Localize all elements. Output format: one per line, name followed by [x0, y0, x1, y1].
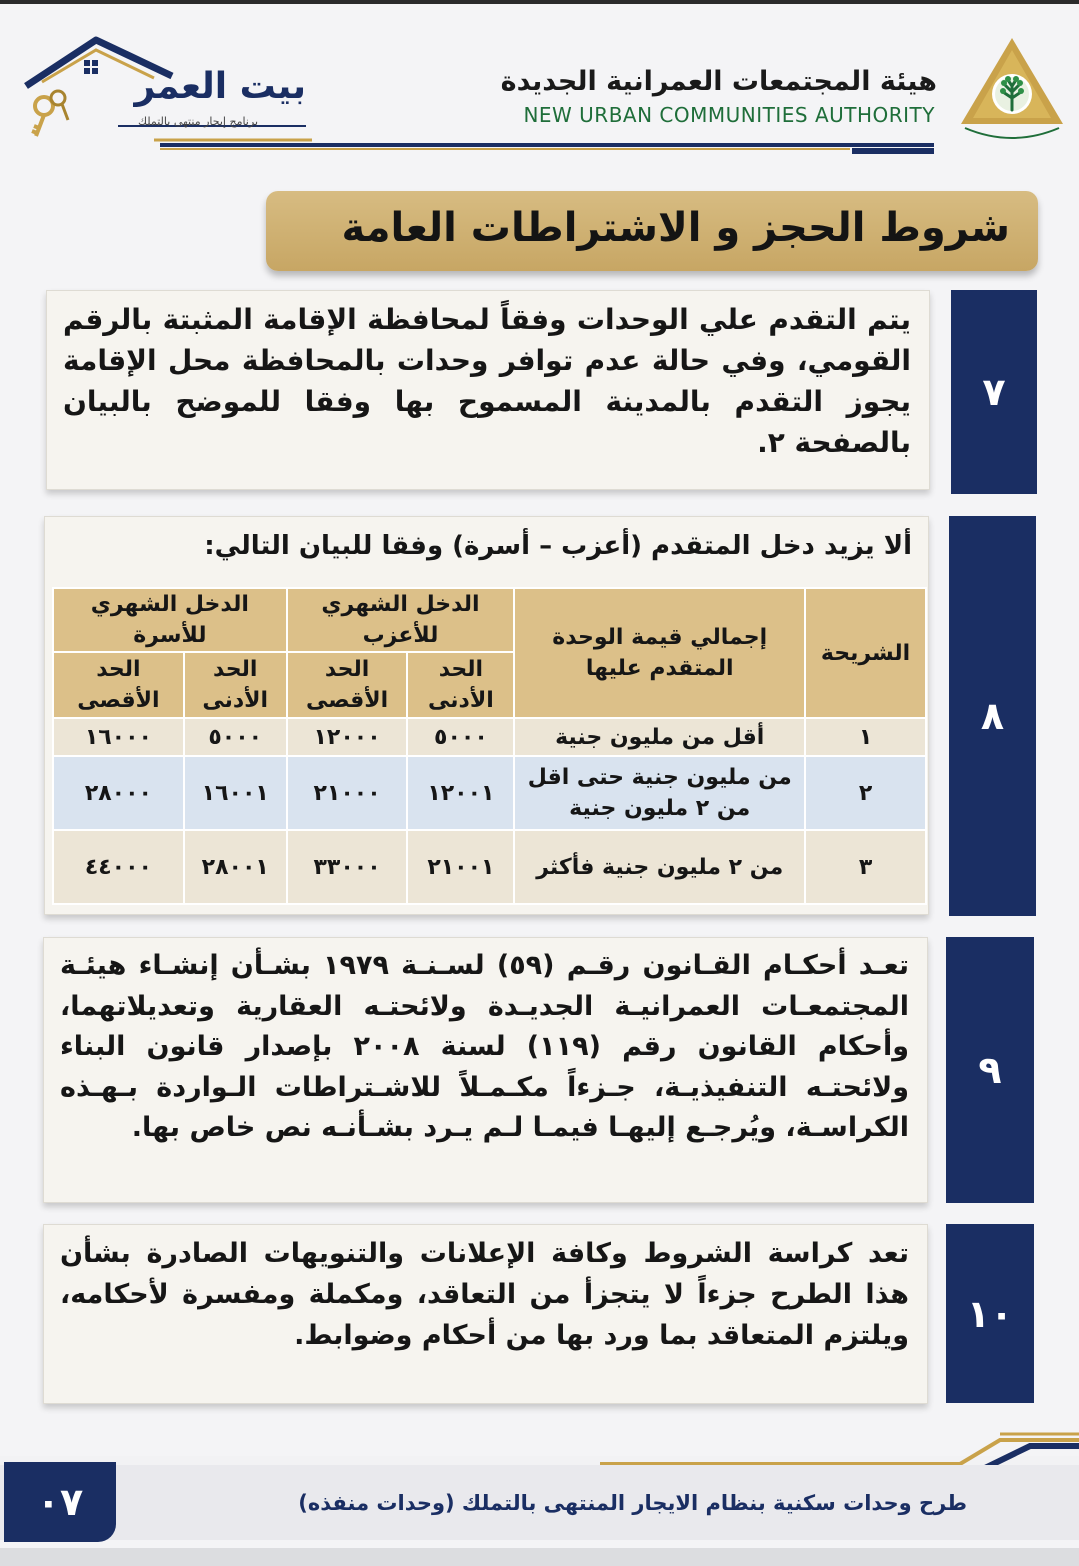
header-family-income: الدخل الشهري للأسرة: [53, 588, 287, 652]
footer-bottom-strip: [0, 1548, 1079, 1566]
footer-text: طرح وحدات سكنية بنظام الايجار المنتهى بالتملك (وحدات منفذه): [298, 1491, 967, 1515]
header-single-income: الدخل الشهري للأعزب: [287, 588, 515, 652]
section-9-card: [43, 937, 928, 1203]
single-min-cell: ٥٠٠٠: [407, 718, 514, 756]
family-min-cell: ٥٠٠٠: [184, 718, 287, 756]
family-max-cell: ١٦٠٠٠: [53, 718, 184, 756]
program-tagline: برنامج إيجار منتهى بالتملك: [137, 115, 259, 128]
nuca-logo-icon: [959, 36, 1065, 146]
family-min-cell: ١٦٠٠١: [184, 756, 287, 830]
header-single-max: الحد الأقصى: [287, 652, 408, 718]
section-10-text: تعد كراسة الشروط وكافة الإعلانات والتنويهات الصادرة بشأن هذا الطرح جزءاً لا يتجزأ من التعاقد، ومكملة ومفسرة لأحكامه، ويلتزم المتعاقد بما ورد بها من أحكام وضوابط.: [60, 1238, 909, 1351]
single-min-cell: ١٢٠٠١: [407, 756, 514, 830]
section-9-text: تعـد أحكـام القـانون رقـم (٥٩) لسـنـة ١٩٧٩ بشـأن إنشـاء هيئـة المجتمعـات العمرانيـة الجديـدة ولائحتـه العقارية وتعديلاتهما، وأحكام القانون رقم (١١٩) لسنة ٢٠٠٨ بإصدار قانون البناء ولائحتـه التنفيذيـة، جـزءاً مكـمـلاً للاشـتراطات الـواردة بـهـذه الكراسـة، ويُرجـع إليهـا فيمـا لـم يـرد بشـأنـه نص خاص بها.: [60, 950, 910, 1143]
single-max-cell: ٢١٠٠٠: [287, 756, 408, 830]
header-family-min: الحد الأدنى: [184, 652, 287, 718]
section-8-card: [44, 516, 929, 915]
table-row: [53, 718, 926, 756]
unit-value-cell: من ٢ مليون جنية فأكثر: [514, 830, 805, 904]
top-edge-line: [0, 0, 1079, 4]
section-8-intro: ألا يزيد دخل المتقدم (أعزب – أسرة) وفقا للبيان التالي:: [204, 531, 912, 561]
header-divider-accent: [852, 148, 934, 154]
unit-value-cell: أقل من مليون جنية: [514, 718, 805, 756]
section-10-card: [43, 1224, 928, 1404]
section-7-text: يتم التقدم علي الوحدات وفقاً لمحافظة الإقامة المثبتة بالرقم القومي، وفي حالة عدم توافر وحدات بالمحافظة محل الإقامة يجوز التقدم بالمدينة المسموح بها وفقا للموضح بالبيان بالصفحة ٢.: [63, 303, 911, 459]
header-family-max: الحد الأقصى: [53, 652, 184, 718]
program-name: بيت العمر: [134, 66, 306, 107]
tier-cell: ٣: [805, 830, 926, 904]
header-tier: الشريحة: [805, 588, 926, 718]
section-10-number: ١٠: [946, 1224, 1034, 1403]
header-unit-value: إجمالي قيمة الوحدة المتقدم عليها: [514, 588, 805, 718]
table-row: [53, 756, 926, 830]
single-max-cell: ١٢٠٠٠: [287, 718, 408, 756]
tier-cell: ١: [805, 718, 926, 756]
unit-value-cell: من مليون جنية حتى اقل من ٢ مليون جنية: [514, 756, 805, 830]
section-9-number: ٩: [946, 937, 1034, 1203]
single-min-cell: ٢١٠٠١: [407, 830, 514, 904]
family-min-cell: ٢٨٠٠١: [184, 830, 287, 904]
header-divider-gold: [160, 148, 850, 150]
authority-name-english: NEW URBAN COMMUNITIES AUTHORITY: [523, 103, 935, 127]
single-max-cell: ٣٣٠٠٠: [287, 830, 408, 904]
authority-name-arabic: هيئة المجتمعات العمرانية الجديدة: [500, 66, 937, 97]
section-7-number: ٧: [951, 290, 1037, 494]
income-limits-table: [52, 587, 927, 905]
page-title: شروط الحجز و الاشتراطات العامة: [341, 205, 1010, 251]
section-7-card: [46, 290, 930, 490]
tier-cell: ٢: [805, 756, 926, 830]
title-banner: [266, 191, 1038, 271]
table-row: [53, 830, 926, 904]
footer-decoration: [0, 1418, 1079, 1468]
family-max-cell: ٤٤٠٠٠: [53, 830, 184, 904]
section-8-number: ٨: [949, 516, 1036, 916]
family-max-cell: ٢٨٠٠٠: [53, 756, 184, 830]
header-single-min: الحد الأدنى: [407, 652, 514, 718]
page-number: ٠٧: [4, 1462, 116, 1542]
